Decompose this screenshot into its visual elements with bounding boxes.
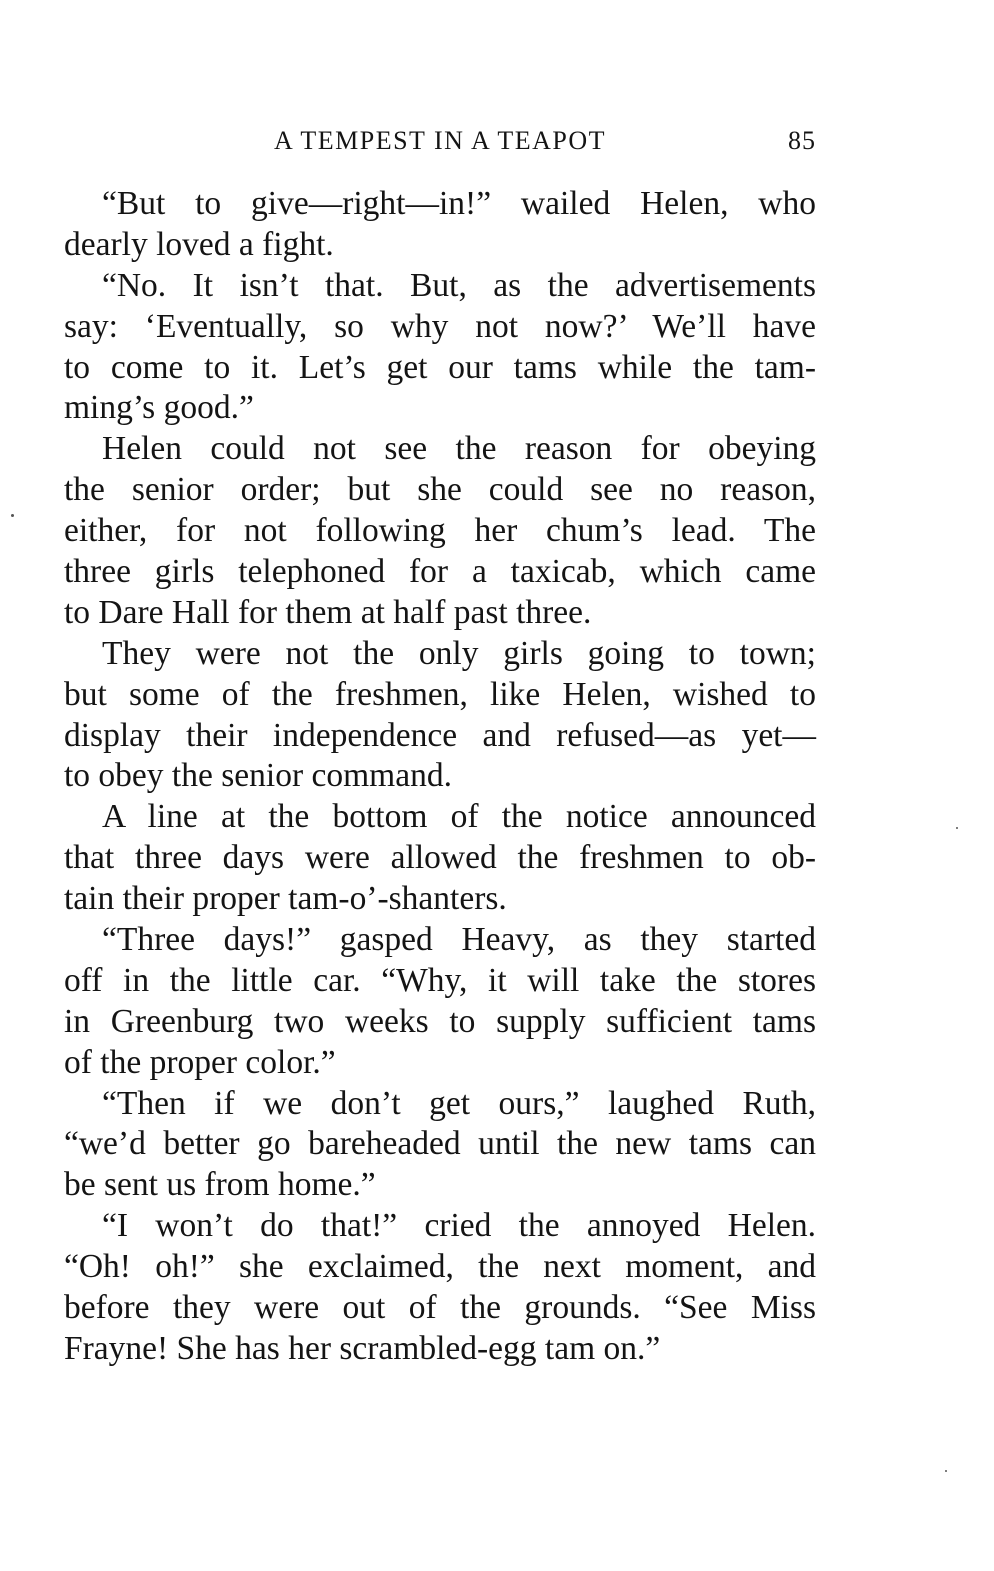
text-line: but some of the freshmen, like Helen, wished to xyxy=(64,675,816,713)
text-line: display their independence and refused—as yet— xyxy=(64,716,816,754)
scan-speck xyxy=(11,514,14,517)
text-line: “No. It isn’t that. But, as the advertisements xyxy=(102,266,816,304)
paragraph xyxy=(64,266,816,430)
text-line: to Dare Hall for them at half past three. xyxy=(64,593,592,631)
text-line: of the proper color.” xyxy=(64,1043,336,1081)
text-line: “But to give—right—in!” wailed Helen, who xyxy=(102,185,816,222)
paragraph xyxy=(64,184,816,266)
page-number: 85 xyxy=(788,126,816,155)
text-line: be sent us from home.” xyxy=(64,1166,376,1204)
text-line: to come to it. Let’s get our tams while the tam- xyxy=(64,348,816,386)
text-line: Frayne! She has her scrambled-egg tam on.” xyxy=(64,1329,661,1367)
text-line: the senior order; but she could see no reason, xyxy=(64,471,816,509)
scan-speck xyxy=(956,827,958,829)
text-line: to obey the senior command. xyxy=(64,757,452,795)
text-line: Helen could not see the reason for obeying xyxy=(102,430,816,468)
text-line: “Three days!” gasped Heavy, as they started xyxy=(102,921,816,959)
running-head xyxy=(64,123,816,163)
text-line: in Greenburg two weeks to supply sufficient tams xyxy=(64,1002,816,1040)
text-line: three girls telephoned for a taxicab, which came xyxy=(64,553,816,591)
text-line: “I won’t do that!” cried the annoyed Helen. xyxy=(102,1207,816,1245)
text-line: “we’d better go bareheaded until the new tams can xyxy=(64,1125,816,1163)
text-line: off in the little car. “Why, it will take the stores xyxy=(64,961,816,999)
text-line: that three days were allowed the freshmen to ob- xyxy=(64,839,816,877)
paragraph xyxy=(64,634,816,798)
text-line: “Oh! oh!” she exclaimed, the next moment, and xyxy=(64,1248,816,1286)
text-line: before they were out of the grounds. “See Miss xyxy=(64,1289,816,1327)
running-title: A TEMPEST IN A TEAPOT xyxy=(274,126,606,155)
scan-speck xyxy=(945,1470,947,1472)
text-line: tain their proper tam-o’-shanters. xyxy=(64,880,507,918)
text-line: A line at the bottom of the notice announced xyxy=(102,798,816,836)
paragraph xyxy=(64,1206,816,1370)
paragraph xyxy=(64,920,816,1084)
paragraph xyxy=(64,1084,816,1207)
text-line: dearly loved a fight. xyxy=(64,225,334,263)
paragraph xyxy=(64,797,816,920)
body-text xyxy=(64,184,816,1370)
text-line: ming’s good.” xyxy=(64,389,254,427)
text-line: say: ‘Eventually, so why not now?’ We’ll have xyxy=(64,307,816,345)
paragraph xyxy=(64,429,816,633)
text-line: They were not the only girls going to town; xyxy=(102,634,816,672)
text-line: either, for not following her chum’s lead. The xyxy=(64,512,816,550)
text-line: “Then if we don’t get ours,” laughed Ruth, xyxy=(102,1084,816,1122)
